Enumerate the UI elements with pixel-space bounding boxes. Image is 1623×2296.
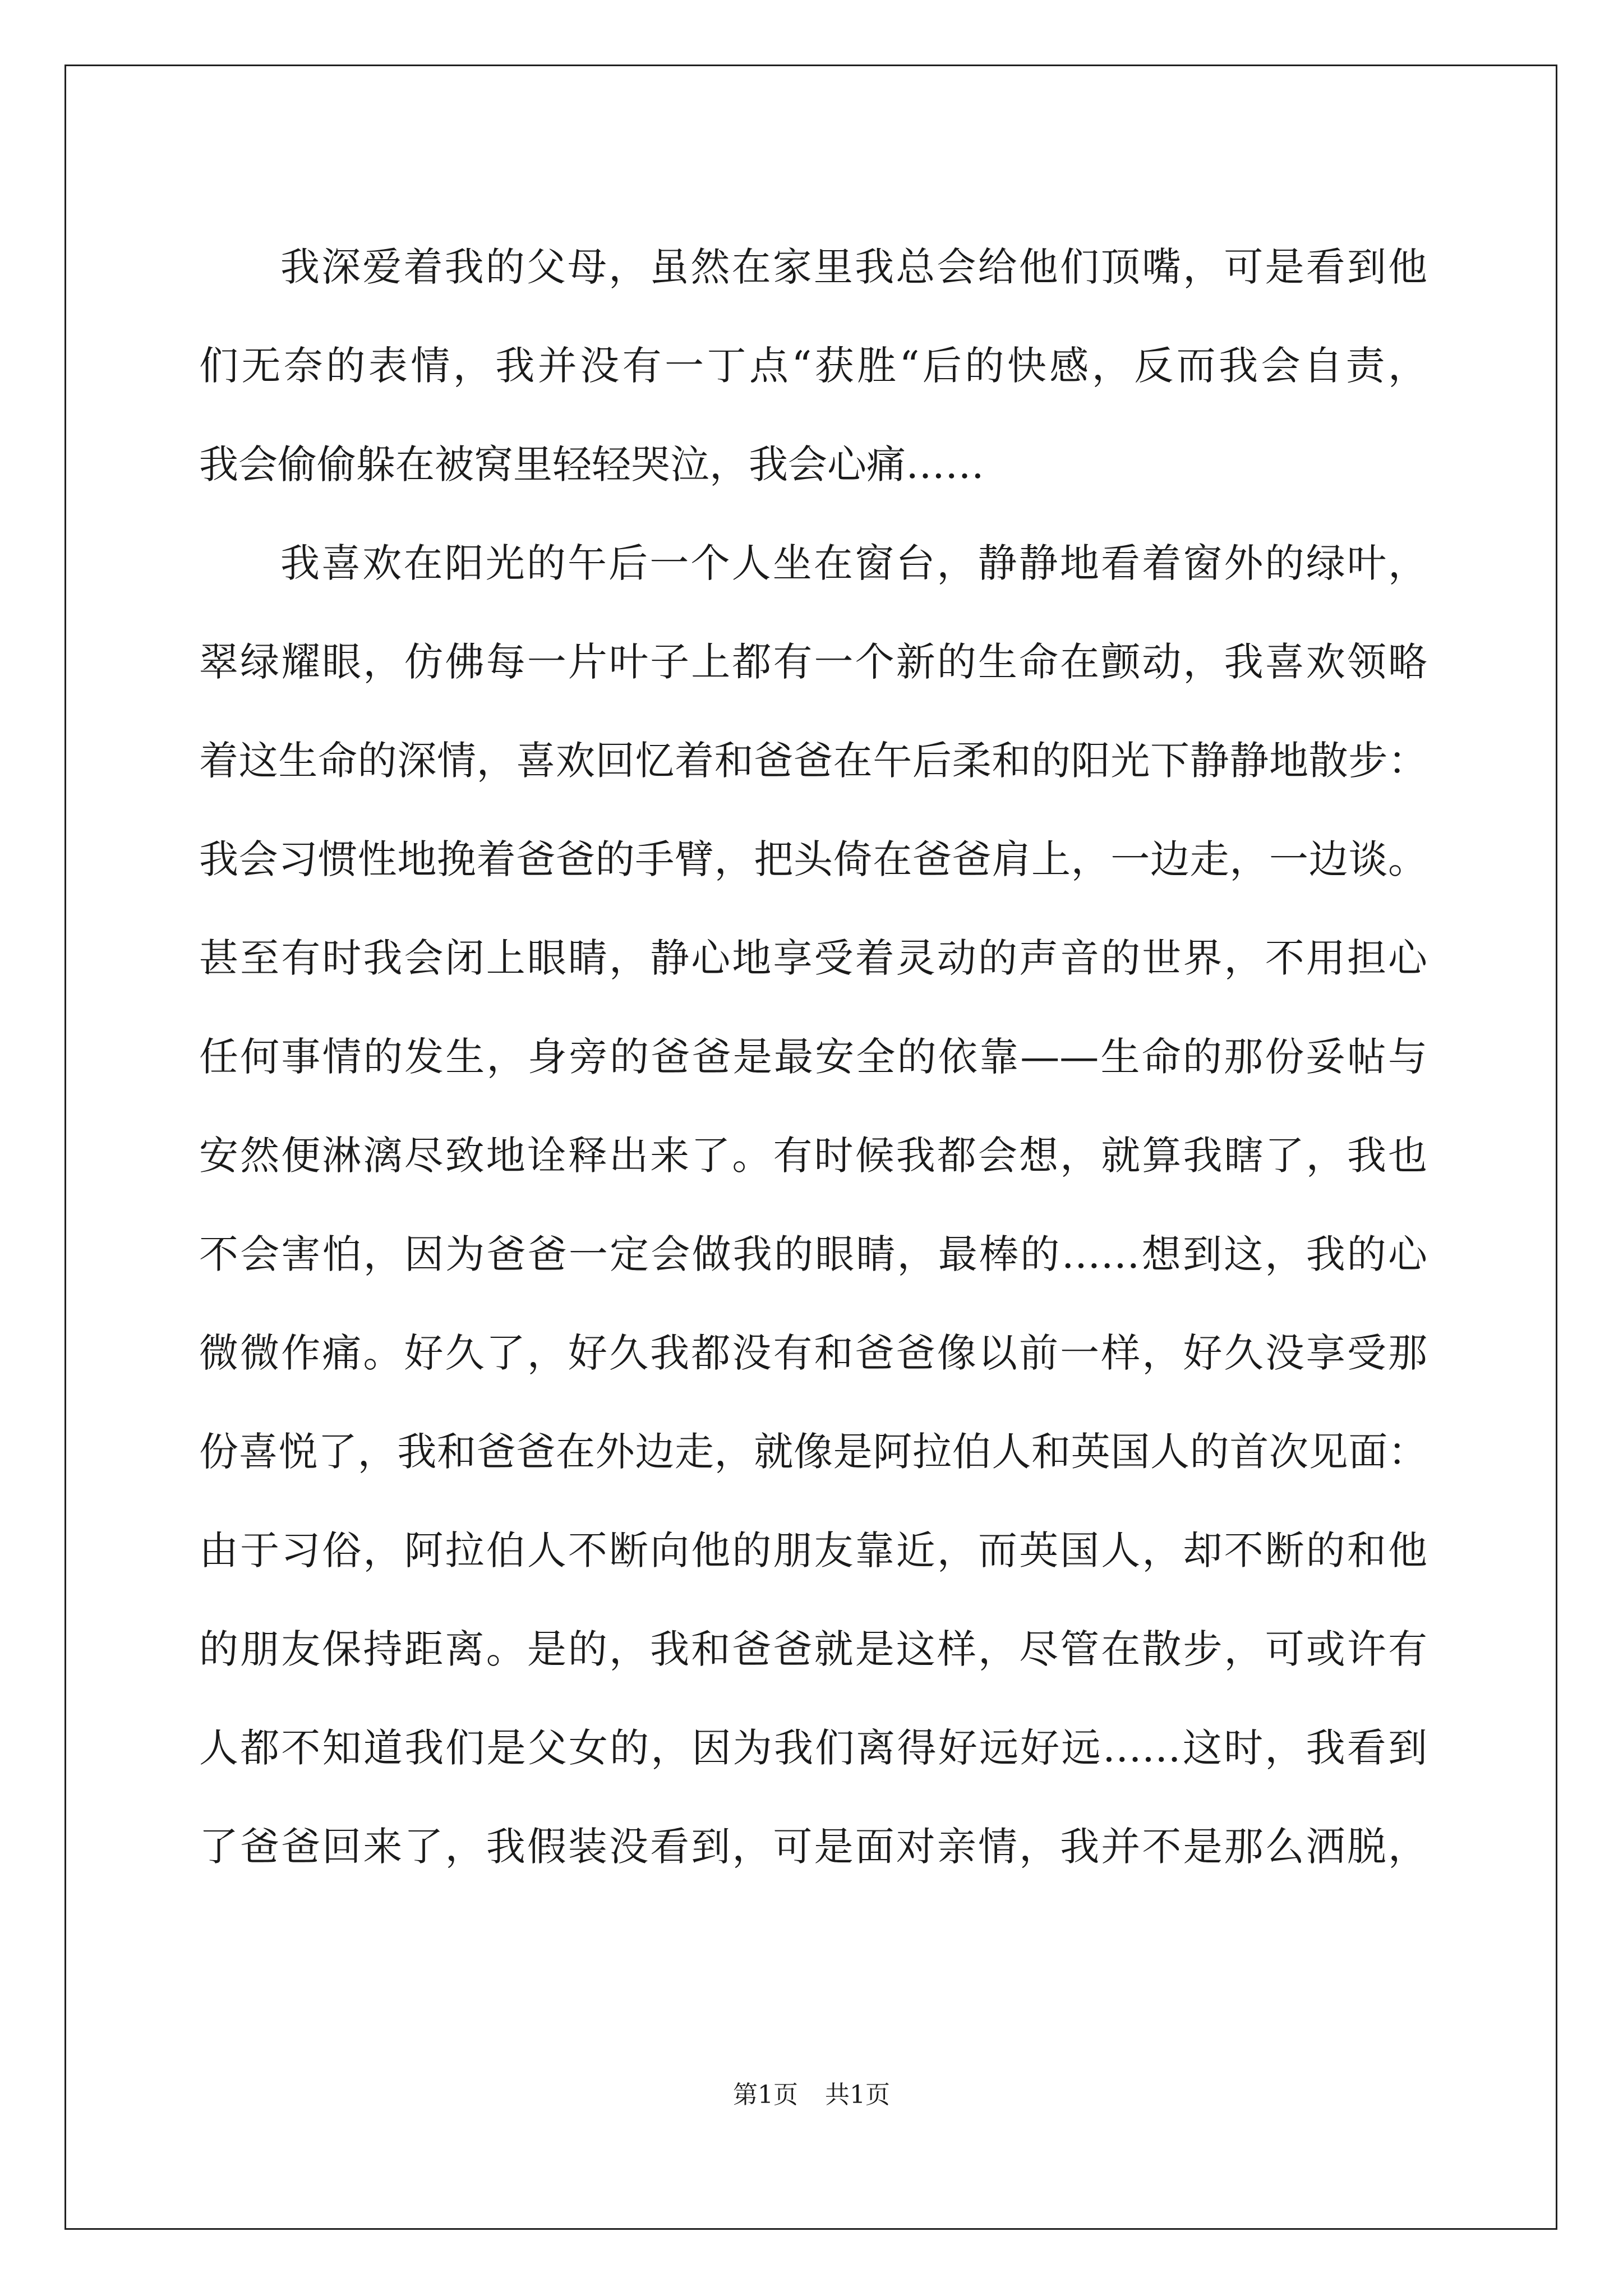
text-line: 们无奈的表情，我并没有一丁点“获胜“后的快感，反而我会自责，: [199, 343, 1427, 389]
text-line: 我深爱着我的父母，虽然在家里我总会给他们顶嘴，可是看到他: [280, 244, 1427, 290]
page-number-current: 第1页: [733, 2081, 798, 2109]
page-number-total: 共1页: [825, 2081, 890, 2109]
text-line: 了爸爸回来了，我假装没看到，可是面对亲情，我并不是那么洒脱，: [199, 1824, 1427, 1870]
text-line: 微微作痛。好久了，好久我都没有和爸爸像以前一样，好久没享受那: [199, 1330, 1427, 1376]
text-line: 着这生命的深情，喜欢回忆着和爸爸在午后柔和的阳光下静静地散步：: [199, 738, 1427, 784]
text-line: 不会害怕，因为爸爸一定会做我的眼睛，最棒的……想到这，我的心: [199, 1231, 1427, 1277]
text-line: 人都不知道我们是父女的，因为我们离得好远好远……这时，我看到: [199, 1725, 1427, 1771]
text-line: 的朋友保持距离。是的，我和爸爸就是这样，尽管在散步，可或许有: [199, 1626, 1427, 1672]
text-line: 我会习惯性地挽着爸爸的手臂，把头倚在爸爸肩上，一边走，一边谈。: [199, 836, 1427, 882]
text-line: 由于习俗，阿拉伯人不断向他的朋友靠近，而英国人，却不断的和他: [199, 1527, 1427, 1573]
page-footer: [0, 2078, 1623, 2112]
text-line: 任何事情的发生，身旁的爸爸是最安全的依靠——生命的那份妥帖与: [199, 1034, 1427, 1080]
document-body: [199, 218, 1427, 1896]
text-line: 甚至有时我会闭上眼睛，静心地享受着灵动的声音的世界，不用担心: [199, 935, 1427, 981]
text-line: 我喜欢在阳光的午后一个人坐在窗台，静静地看着窗外的绿叶，: [280, 540, 1427, 586]
text-line: 翠绿耀眼，仿佛每一片叶子上都有一个新的生命在颤动，我喜欢领略: [199, 639, 1427, 685]
text-line: 安然便淋漓尽致地诠释出来了。有时候我都会想，就算我瞎了，我也: [199, 1133, 1427, 1179]
text-line: 份喜悦了，我和爸爸在外边走，就像是阿拉伯人和英国人的首次见面：: [199, 1429, 1427, 1475]
text-line: 我会偷偷躲在被窝里轻轻哭泣，我会心痛……: [199, 441, 984, 487]
